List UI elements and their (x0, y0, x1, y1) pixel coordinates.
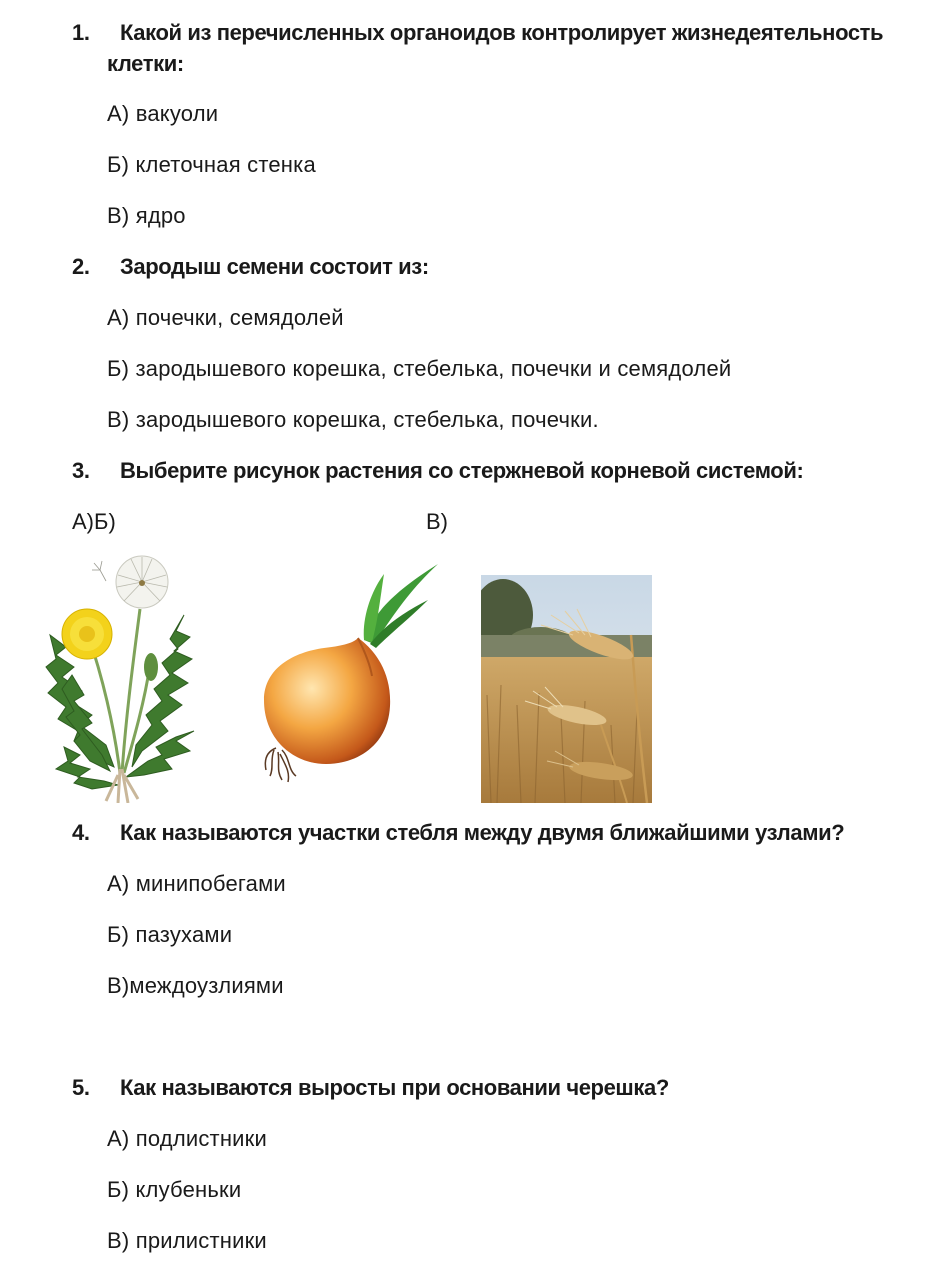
image-label-c: В) (426, 509, 448, 534)
question-2-option-c: В) зародышевого корешка, стебелька, почечки. (107, 407, 599, 432)
question-1-option-a: А) вакуоли (107, 101, 219, 126)
dandelion-bud (144, 653, 158, 681)
question-4-text: Как называются участки стебля между двумя ближайшими узлами? (120, 820, 845, 845)
question-4-option-c: В)междоузлиями (107, 973, 284, 998)
question-5-option-c: В) прилистники (107, 1228, 267, 1253)
dandelion-flower (62, 609, 112, 659)
question-1-option-c: В) ядро (107, 203, 186, 228)
question-3-text: Выберите рисунок растения со стержневой корневой системой: (120, 458, 804, 483)
question-1-text: Какой из перечисленных органоидов контролирует жизнедеятельность (120, 20, 884, 45)
question-2-option-a: А) почечки, семядолей (107, 305, 344, 330)
question-2-option-b: Б) зародышевого корешка, стебелька, почечки и семядолей (107, 356, 732, 381)
question-5-option-a: А) подлистники (107, 1126, 267, 1151)
question-5-number: 5. (72, 1075, 90, 1100)
question-1-number: 1. (72, 20, 90, 45)
onion-bulb (264, 638, 390, 764)
onion-sprout (364, 564, 438, 648)
question-4-number: 4. (72, 820, 90, 845)
question-1-option-b: Б) клеточная стенка (107, 152, 316, 177)
question-5-text: Как называются выросты при основании черешка? (120, 1075, 669, 1100)
question-4-option-a: А) минипобегами (107, 871, 286, 896)
onion-image (260, 560, 442, 785)
question-2-text: Зародыш семени состоит из: (120, 254, 429, 279)
wheat-image (481, 575, 652, 803)
question-2-number: 2. (72, 254, 90, 279)
question-1-text-continued: клетки: (107, 51, 184, 76)
wheat-field (481, 657, 652, 803)
question-5-option-b: Б) клубеньки (107, 1177, 242, 1202)
question-4-option-b: Б) пазухами (107, 922, 233, 947)
dandelion-image (44, 555, 196, 803)
flying-seed (92, 561, 106, 581)
question-3-number: 3. (72, 458, 90, 483)
dandelion-seedhead (116, 556, 168, 608)
image-label-a-b: А)Б) (72, 509, 116, 534)
